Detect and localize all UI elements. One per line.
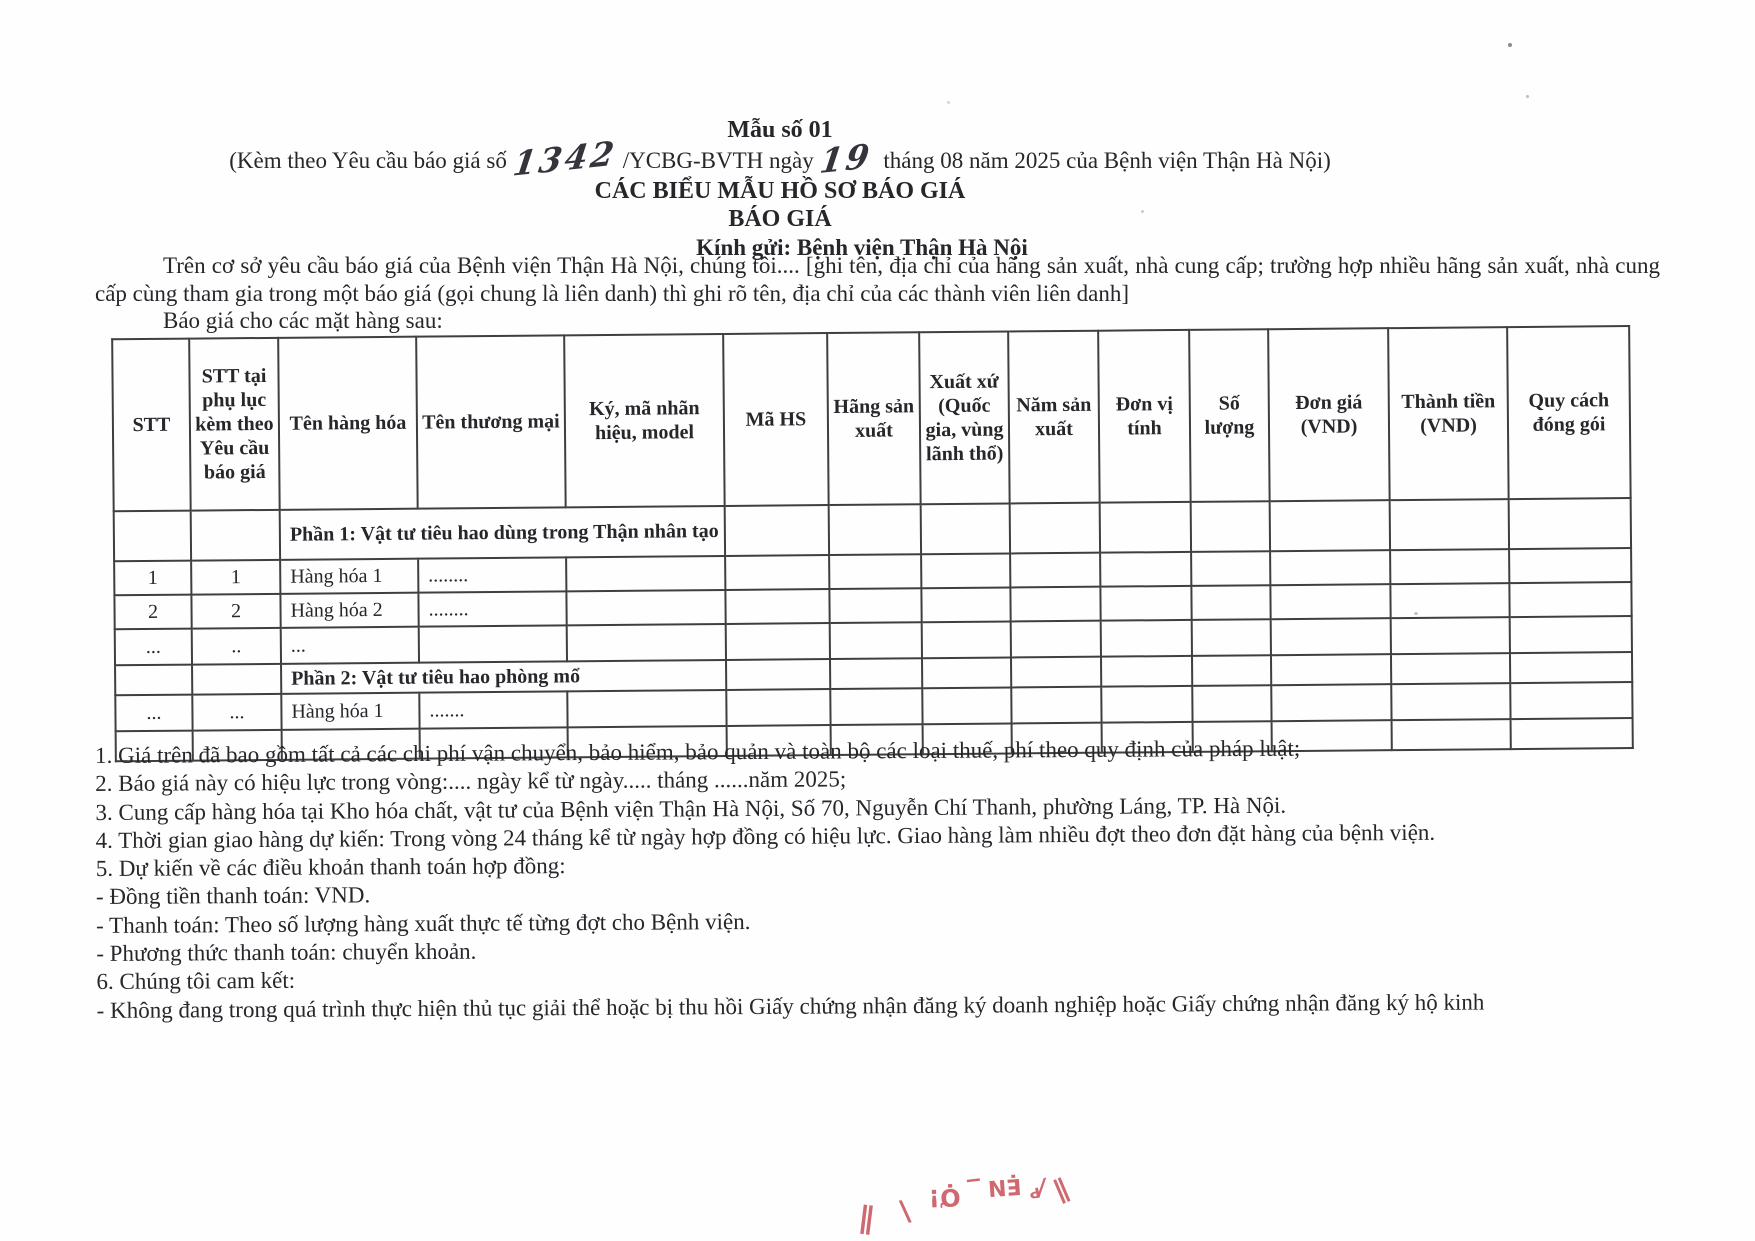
table-cell (419, 625, 567, 662)
table-cell (829, 588, 921, 623)
note-line: 6. Chúng tôi cam kết: (96, 968, 296, 995)
table-cell: ... (115, 695, 192, 732)
table-cell (922, 687, 1011, 724)
note-line: 4. Thời gian giao hàng dự kiến: Trong vòng 24 tháng kể từ ngày hợp đồng có hiệu lực. Giao hàng làm nhiều đợt theo đơn đặt hàng của bệnh viện. (95, 819, 1436, 853)
scan-speck (1414, 612, 1418, 615)
table-cell (1391, 653, 1510, 684)
column-header: Quy cách đóng gói (1507, 326, 1630, 499)
stamp-glyph: Ợ! (928, 1182, 962, 1212)
table-cell (1390, 499, 1509, 550)
table-cell (726, 659, 830, 690)
table-cell (567, 624, 726, 661)
table-cell (566, 556, 725, 591)
table-cell (725, 555, 829, 590)
table-lead-line: Báo giá cho các mặt hàng sau: (163, 308, 443, 333)
note-line: - Thanh toán: Theo số lượng hàng xuất thực tế từng đợt cho Bệnh viện. (96, 908, 751, 938)
table-cell (1271, 618, 1391, 655)
table-cell (1509, 582, 1631, 617)
table-cell (1192, 619, 1271, 656)
red-stamp-fragment (855, 1164, 1090, 1241)
table-cell (567, 690, 726, 727)
scan-speck (1508, 43, 1512, 47)
handwritten-day: 19 (817, 135, 875, 182)
note-line: 5. Dự kiến về các điều khoản thanh toán hợp đồng: (95, 853, 566, 882)
section-label: Phần 2: Vật tư tiêu hao phòng mổ (281, 660, 726, 694)
table-cell (921, 553, 1010, 588)
table-cell (1191, 585, 1270, 620)
table-cell (830, 622, 922, 659)
stamp-glyph: ẸN (987, 1172, 1023, 1201)
table-cell (1191, 501, 1270, 552)
table-cell: Hàng hóa 1 (281, 693, 419, 730)
column-header: Xuất xứ (Quốc gia, vùng lãnh thổ) (919, 331, 1009, 504)
table-cell (1510, 616, 1632, 653)
table-cell (921, 587, 1010, 622)
column-header: STT (112, 339, 190, 512)
notes-section (95, 733, 1577, 1025)
table-cell (921, 503, 1010, 554)
table-cell (1011, 621, 1101, 658)
attachment-prefix: (Kèm theo Yêu cầu báo giá số (229, 148, 507, 173)
column-header: Tên thương mại (416, 335, 565, 508)
table-cell: .. (192, 628, 281, 665)
table-cell (1010, 587, 1100, 622)
table-cell (1100, 586, 1191, 621)
table-cell (1270, 500, 1390, 551)
table-cell (922, 621, 1011, 658)
table-cell: ... (115, 629, 192, 666)
scan-speck (1526, 95, 1529, 98)
table-cell (1270, 550, 1390, 585)
note-line: 1. Giá trên đã bao gồm tất cả các chi phí vận chuyển, bảo hiểm, bảo quản và toàn bộ các loại thuế, phí theo quy định của pháp luật; (95, 735, 1301, 768)
document-title: CÁC BIỂU MẪU HỒ SƠ BÁO GIÁ (594, 178, 966, 204)
attachment-reference-line (100, 133, 1460, 184)
column-header: Đơn giá (VND) (1268, 328, 1389, 501)
stamp-glyph: ‾ (966, 1175, 983, 1207)
column-header: Năm sản xuất (1008, 331, 1099, 504)
table-cell: Hàng hóa 2 (280, 593, 418, 628)
column-header: Số lượng (1189, 329, 1269, 502)
note-line: - Không đang trong quá trình thực hiện thủ tục giải thể hoặc bị thu hồi Giấy chứng nhận đăng ký doanh nghiệp hoặc Giấy chứng nhận đăng ký hộ kinh (96, 989, 1485, 1023)
table-cell (725, 589, 829, 624)
table-cell (1270, 584, 1390, 619)
table-cell (566, 590, 725, 625)
note-line: - Đồng tiền thanh toán: VND. (95, 882, 371, 910)
column-header: Đơn vị tính (1098, 330, 1190, 503)
table-cell (192, 664, 281, 695)
handwritten-quote-number: 1342 (510, 133, 620, 184)
table-cell (1010, 503, 1100, 554)
table-cell: 2 (114, 595, 191, 630)
table-cell (830, 688, 922, 725)
table-cell: ... (281, 627, 419, 664)
table-cell (191, 510, 280, 561)
table-cell (1192, 655, 1271, 686)
document-subtitle: BÁO GIÁ (728, 206, 832, 232)
table-cell (829, 554, 921, 589)
table-cell (1100, 552, 1191, 587)
document-header (100, 116, 1460, 261)
table-cell (1271, 654, 1391, 685)
table-cell: ... (192, 694, 281, 731)
table-cell (725, 505, 829, 556)
intro-paragraph: Trên cơ sở yêu cầu báo giá của Bệnh viện Thận Hà Nội, chúng tôi.... [ghi tên, địa chỉ của hãng sản xuất, nhà cung cấp; trường hợp nhiều hãng sản xuất, nhà cung cấp cùng tham gia trong một báo giá (gọi chung là liên danh) thì ghi rõ tên, địa chỉ của các thành viên liên danh] (95, 253, 1660, 306)
salutation-line: Kính gửi: Bệnh viện Thận Hà Nội (696, 235, 1028, 260)
table-cell (1509, 548, 1631, 583)
quotation-table (111, 325, 1634, 762)
table-cell (1390, 583, 1509, 618)
table-cell: ........ (418, 557, 566, 592)
table-cell (1391, 617, 1510, 654)
stamp-glyph: ∥ (856, 1200, 876, 1237)
table-cell (1509, 498, 1631, 549)
stamp-glyph: ⁄ᴾ (1025, 1172, 1047, 1204)
table-cell: ........ (418, 591, 566, 626)
table-cell (1101, 620, 1192, 657)
table-cell (115, 665, 192, 696)
table-cell (1271, 684, 1391, 721)
table-cell (1391, 683, 1510, 720)
table-cell (830, 658, 922, 689)
attachment-suffix: tháng 08 năm 2025 của Bệnh viện Thận Hà Nội) (883, 148, 1331, 173)
table-cell (1011, 657, 1101, 688)
table-cell (829, 504, 921, 555)
table-cell (1010, 553, 1100, 588)
column-header: Mã HS (723, 333, 828, 506)
table-cell (1390, 549, 1509, 584)
quotation-table-wrapper (111, 325, 1634, 762)
table-cell: 1 (114, 561, 191, 596)
table-cell: Hàng hóa 1 (280, 559, 418, 594)
table-cell: 2 (191, 594, 280, 629)
column-header: Ký, mã nhãn hiệu, model (564, 334, 724, 507)
stamp-glyph: \ (898, 1193, 913, 1228)
table-cell (922, 657, 1011, 688)
table-cell (1191, 551, 1270, 586)
column-header: STT tại phụ lục kèm theo Yêu cầu báo giá (189, 338, 279, 511)
table-cell (1192, 685, 1271, 722)
table-cell (726, 623, 830, 660)
column-header: Thành tiền (VND) (1388, 327, 1508, 500)
table-cell (114, 511, 191, 562)
scan-speck (947, 101, 950, 104)
form-number: Mẫu số 01 (727, 117, 833, 143)
table-cell (1510, 652, 1632, 683)
note-line: 3. Cung cấp hàng hóa tại Kho hóa chất, vật tư của Bệnh viện Thận Hà Nội, Số 70, Nguyễn Chí Thanh, phường Láng, TP. Hà Nội. (95, 792, 1287, 825)
table-cell (1101, 686, 1192, 723)
note-line: - Phương thức thanh toán: chuyển khoản. (96, 938, 477, 967)
table-cell (1510, 682, 1632, 719)
table-cell (1011, 687, 1101, 724)
section-label: Phần 1: Vật tư tiêu hao dùng trong Thận nhân tạo (280, 506, 725, 560)
table-cell (726, 689, 830, 726)
table-cell (1100, 502, 1191, 553)
attachment-middle: /YCBG-BVTH ngày (622, 148, 814, 173)
table-cell (1101, 656, 1192, 687)
scan-speck (1141, 210, 1144, 213)
column-header: Hãng sản xuất (827, 332, 920, 505)
stamp-glyph: ∥ (1049, 1173, 1074, 1207)
table-cell: 1 (191, 560, 280, 595)
note-line: 2. Báo giá này có hiệu lực trong vòng:.... ngày kể từ ngày..... tháng ......năm 2025; (95, 766, 847, 797)
column-header: Tên hàng hóa (278, 337, 417, 510)
table-cell: ....... (419, 691, 567, 728)
